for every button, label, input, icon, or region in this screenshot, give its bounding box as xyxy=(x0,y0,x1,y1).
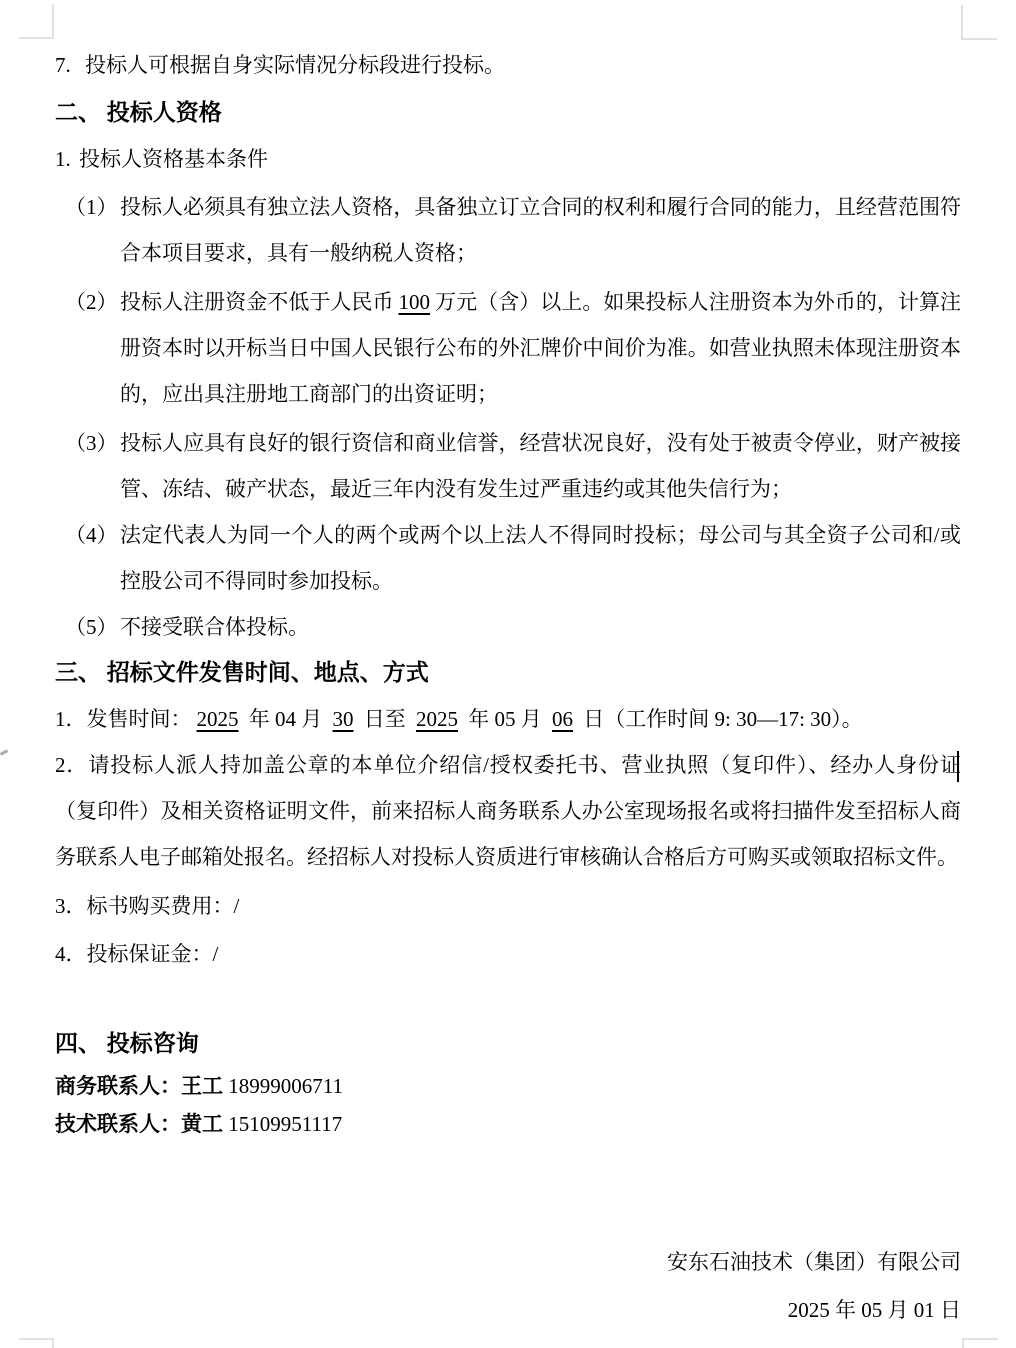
technical-contact-line xyxy=(55,1105,961,1143)
technical-contact-name: 黄工 xyxy=(181,1112,223,1136)
section-2-heading: 二、 投标人资格 xyxy=(55,100,222,125)
qualification-item-5 xyxy=(55,604,961,650)
clause-7-text: 投标人可根据自身实际情况分标段进行投标。 xyxy=(85,53,505,77)
issue-date: 2025 年 05 月 01 日 xyxy=(787,1298,961,1322)
sale-time-suffix: 日（工作时间 9: 30—17: 30）。 xyxy=(578,707,863,731)
sale-time-prefix: 1．发售时间： xyxy=(55,707,192,731)
document-body xyxy=(55,42,961,1143)
registration-paragraph: 2．请投标人派人持加盖公章的本单位介绍信/授权委托书、营业执照（复印件）、经办人身份证（复印件）及相关资格证明文件，前来招标人商务联系人办公室现场报名或将扫描件发至招标人商务联系人电子邮箱处报名。经招标人对投标人资质进行审核确认合格后方可购买或领取招标文件。 xyxy=(55,753,961,869)
scan-artifact xyxy=(0,749,8,755)
registered-capital-value: 100 xyxy=(398,290,431,314)
item-1-number: （1） xyxy=(65,195,118,219)
item-3-number: （3） xyxy=(65,431,118,455)
qualification-item-3 xyxy=(55,420,961,512)
crop-mark-bottom-right xyxy=(962,1338,998,1348)
business-contact-label: 商务联系人： xyxy=(55,1074,181,1098)
business-contact-line xyxy=(55,1067,961,1105)
business-contact-name: 王工 xyxy=(181,1074,223,1098)
sale-start-day: 30 xyxy=(332,707,354,731)
document-footer xyxy=(667,1239,961,1333)
subheading-number: 1. xyxy=(55,147,71,171)
crop-mark-bottom-left xyxy=(19,1338,54,1348)
sale-start-year: 2025 xyxy=(196,707,239,731)
item-2-text-pre: 投标人注册资金不低于人民币 xyxy=(120,290,394,314)
business-contact-phone: 18999006711 xyxy=(228,1074,343,1098)
sale-time-mid1: 年 04 月 xyxy=(243,707,328,731)
item-1-text: 投标人必须具有独立法人资格，具备独立订立合同的权利和履行合同的能力，且经营范围符合本项目要求，具有一般纳税人资格； xyxy=(120,195,961,265)
sale-time-line xyxy=(55,696,961,742)
subheading-text: 投标人资格基本条件 xyxy=(79,147,268,171)
section-2-subheading xyxy=(55,136,961,182)
item-2-text-post: 万元（含）以上。如果投标人注册资本为外币的，计算注册资本时以开标当日中国人民银行公布的外汇牌价中间价为准。如营业执照未体现注册资本的，应出具注册地工商部门的出资证明； xyxy=(120,290,962,406)
item-5-text: 不接受联合体投标。 xyxy=(120,615,309,639)
section-4-heading: 四、 投标咨询 xyxy=(55,1031,199,1056)
qualification-item-4 xyxy=(55,512,961,604)
clause-7-number: 7. xyxy=(55,53,71,77)
technical-contact-phone: 15109951117 xyxy=(228,1112,343,1136)
section-3-heading: 三、 招标文件发售时间、地点、方式 xyxy=(55,660,429,685)
crop-mark-top-left xyxy=(19,4,54,39)
bid-deposit-line: 4．投标保证金：/ xyxy=(55,942,219,966)
sale-end-year: 2025 xyxy=(416,707,458,731)
crop-mark-top-right xyxy=(961,5,997,40)
item-3-text: 投标人应具有良好的银行资信和商业信誉，经营状况良好，没有处于被责令停业，财产被接管、冻结、破产状态，最近三年内没有发生过严重违约或其他失信行为； xyxy=(120,431,961,501)
technical-contact-label: 技术联系人： xyxy=(55,1112,181,1136)
item-4-text: 法定代表人为同一个人的两个或两个以上法人不得同时投标；母公司与其全资子公司和/或控股公司不得同时参加投标。 xyxy=(120,523,961,593)
issuer-company-name: 安东石油技术（集团）有限公司 xyxy=(667,1250,961,1274)
document-fee-line: 3．标书购买费用：/ xyxy=(55,894,240,918)
qualification-item-2 xyxy=(55,279,961,417)
sale-time-mid2: 日至 xyxy=(358,707,411,731)
clause-7 xyxy=(55,42,961,88)
qualification-item-1 xyxy=(55,184,961,276)
item-5-number: （5） xyxy=(65,615,118,639)
item-4-number: （4） xyxy=(65,523,118,547)
sale-time-mid3: 年 05 月 xyxy=(463,707,547,731)
item-2-number: （2） xyxy=(65,290,118,314)
sale-end-day: 06 xyxy=(552,707,573,731)
